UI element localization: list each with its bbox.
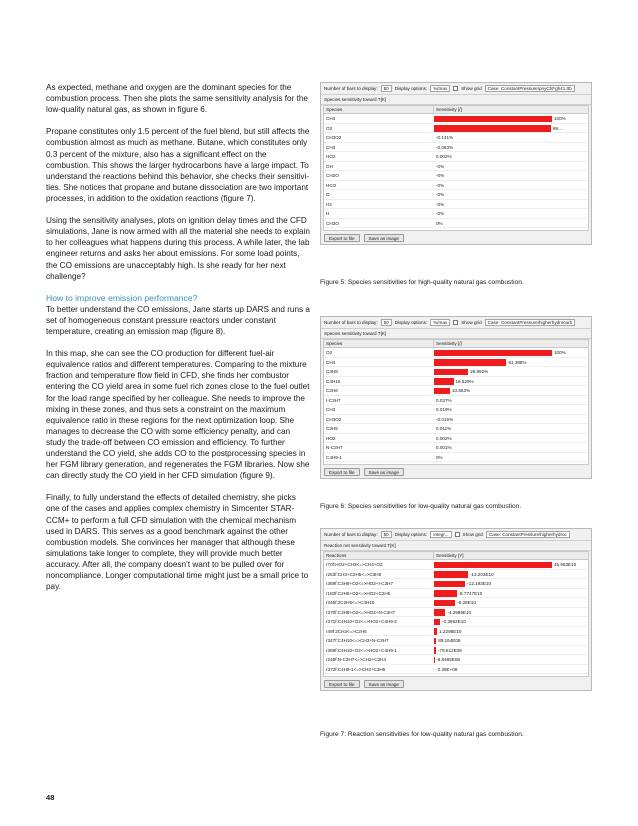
bar-cell [434, 405, 588, 414]
table-row[interactable] [324, 570, 588, 580]
sensitivity-value: 0.019% [436, 407, 452, 412]
save-image-button[interactable]: Save as image [364, 234, 404, 242]
sensitivity-bar [434, 369, 468, 376]
row-label: N-C3H7 [326, 445, 343, 450]
table-row[interactable] [324, 133, 588, 143]
figure-5-caption: Figure 5: Species sensitivities for high-quality natural gas combustion. [320, 279, 524, 286]
figure-toolbar [321, 317, 591, 329]
row-label: O [326, 192, 330, 197]
sensitivity-value: -0% [436, 192, 445, 197]
show-grid-label: Show grid [461, 85, 482, 91]
display-label: Display options: [394, 531, 428, 537]
sensitivity-value: 0% [436, 454, 443, 460]
row-label: HCO [326, 182, 337, 188]
figure-subtitle: Species sensitivity toward T[K] [321, 329, 591, 339]
table-header [324, 106, 588, 114]
table-row[interactable] [324, 200, 588, 210]
bar-cell [434, 143, 588, 152]
row-label: r253f:CH3+C2H5<=>C3H8 [326, 571, 382, 577]
bar-cell [434, 608, 588, 617]
bar-cell [434, 589, 588, 598]
case-select[interactable]: Case: ConstantPressure\higherhydrocarb [485, 319, 576, 326]
bar-cell [434, 434, 588, 443]
row-label: HO2 [326, 435, 336, 441]
bars-label: Number of bars to display: [324, 319, 378, 325]
display-label: Display options: [394, 319, 428, 325]
sensitivity-value: -0% [436, 182, 445, 188]
bar-cell [434, 560, 588, 569]
sensitivity-value: -8.28E10 [457, 600, 476, 605]
table-row[interactable] [324, 589, 588, 599]
sensitivity-bar [434, 638, 436, 645]
bar-cell [434, 348, 588, 357]
paragraph-1: As expected, methane and oxygen are the dominant species for the combustion process. Then she plots the same sensitivity analysis for the low-quality natural gas, as shown in figure 6. [46, 83, 308, 115]
table-row[interactable] [324, 424, 588, 434]
sensitivity-value: -0% [436, 173, 445, 178]
sensitivity-value: 1.2298E10 [439, 628, 462, 634]
table-row[interactable] [324, 143, 588, 153]
row-label: CH4 [326, 359, 336, 365]
bar-cell [434, 358, 588, 367]
bar-cell [434, 181, 588, 190]
sensitivity-bar [434, 350, 552, 357]
sensitivity-bar [434, 571, 468, 578]
bar-cell [434, 171, 588, 180]
sensitivity-value: -0.083% [436, 144, 454, 150]
sensitivity-bar [434, 581, 465, 588]
sensitivity-value: -0% [436, 201, 445, 207]
col-sensitivity-header: Sensitivity [/] [436, 341, 462, 346]
bar-cell [434, 598, 588, 607]
sensitivity-bar [434, 600, 455, 607]
row-label: H [326, 211, 330, 216]
bar-cell [434, 209, 588, 218]
bar-cell [434, 617, 588, 626]
table-row[interactable] [324, 367, 588, 377]
table-row[interactable] [324, 453, 588, 463]
table-row[interactable] [324, 627, 588, 637]
table-row[interactable] [324, 209, 588, 219]
figure-7-caption: Figure 7: Reaction sensitivities for low-quality natural gas combustion. [320, 731, 524, 738]
table-row[interactable] [324, 579, 588, 589]
table-row[interactable] [324, 646, 588, 656]
bars-label: Number of bars to display: [324, 531, 378, 537]
table-row[interactable] [324, 405, 588, 415]
table-row[interactable] [324, 443, 588, 453]
row-label: r369f:C3H8+O2<=>HO2+I-C3H7 [326, 581, 394, 586]
figure-subtitle: Species sensitivity toward T[K] [321, 95, 591, 105]
case-select[interactable]: Case: ConstantPressure\priyChFgh41.0b [485, 85, 575, 92]
sensitivity-value: 99.... [552, 125, 564, 131]
paragraph-4: To better understand the CO emissions, Jane starts up DARS and runs a set of homogeneous constant pressure reactors under constant temperature, creating an emission map (figure 8). [46, 304, 310, 336]
row-label: OH [326, 163, 333, 169]
sensitivity-value: 0.001% [436, 445, 452, 450]
bar-cell [434, 424, 588, 433]
bar-cell [434, 200, 588, 209]
bar-cell [434, 124, 588, 133]
sensitivity-bar [434, 647, 436, 654]
row-label: r70f:HO2+CH3<=>CH4+O2 [326, 562, 383, 567]
table-row[interactable] [324, 636, 588, 646]
bar-cell [434, 627, 588, 636]
sensitivity-table [323, 551, 589, 677]
row-label: O2 [326, 125, 333, 131]
bar-cell [434, 415, 588, 424]
table-row[interactable] [324, 655, 588, 665]
figure-subtitle: Reaction net sensitivity toward T[K] [321, 541, 591, 551]
bars-input[interactable]: 50 [381, 531, 392, 538]
sensitivity-bar [434, 378, 454, 385]
paragraph-2: Propane constitutes only 1.5 percent of the fuel blend, but still affects the combustion almost as much as methane. Butane, which constitutes only 0.3 percent of the mixture, also has a significant effect on the combustion. This shows the larger hydrocarbons have a large impact. To understand the reactions behind this behavior, she checks their sensitivities. She notices that propane and butane dissociation are two important processes, in addition to the oxidation reactions (figure 7). [46, 127, 310, 203]
col-sensitivity-header: Sensitivity [/] [436, 107, 462, 112]
sensitivity-value: -13.203E10 [469, 571, 494, 577]
table-row[interactable] [324, 219, 588, 229]
bar-cell [434, 377, 588, 386]
row-label: C4H9-1 [326, 454, 342, 460]
row-label: r371f:C4H10+O2<=>HO2+C4H9-2 [326, 619, 397, 624]
paragraph-5: In this map, she can see the CO production for different fuel-air equivalence ratios and different temperatures. Comparing to the mixture fraction and temperature flow field in CFD, she finds her combustor entering the CO yield area in some fuel rich zones close to the fuel outlet for the load range specified by her colleague. She needs to improve the mixing in these zones, and thus sets a constraint on the maximum equivalence ratio in these regions for the next optimization loop. She manages to decrease the CO with some efficiency penalty, and can study the trade-off between CO emission and efficiency. To further understand the CO yield, she adds CO to the postprocessing species in her FGM library generation, and regenerates the FGM libraries. Now she can directly study the CO yield in her CFD simulation (figure 9). [46, 349, 310, 481]
row-label: CH3O [326, 220, 339, 226]
table-row[interactable] [324, 377, 588, 387]
bars-input[interactable]: 50 [381, 319, 392, 326]
bar-cell [434, 162, 588, 171]
body-text-column [46, 82, 310, 603]
figure-6-panel [320, 316, 592, 479]
figure-footer [321, 231, 591, 244]
display-select[interactable]: %/max [430, 319, 450, 326]
table-row[interactable] [324, 171, 588, 181]
sensitivity-value: 0.011% [436, 426, 452, 431]
display-select[interactable]: Integr... [430, 531, 451, 538]
table-header [324, 340, 588, 348]
case-select[interactable]: Case: ConstantPressure\higherhydroc [486, 531, 570, 538]
sensitivity-value: -0% [436, 211, 445, 216]
figure-5-panel [320, 82, 592, 245]
row-label: O2 [326, 350, 333, 355]
sensitivity-bar [434, 116, 552, 123]
table-row[interactable] [324, 608, 588, 618]
sensitivity-value: -0.015% [436, 416, 454, 422]
figure-footer [321, 677, 591, 690]
col-species-header: Species [324, 340, 434, 347]
col-sensitivity-header: Sensitivity [Y] [436, 553, 464, 558]
table-row[interactable] [324, 190, 588, 200]
col-reactions-header: Reactions [324, 552, 434, 559]
row-label: C2H5 [326, 426, 338, 431]
sensitivity-bar [434, 388, 450, 395]
display-select[interactable]: %/max [430, 85, 450, 92]
sensitivity-table [323, 339, 589, 465]
paragraph-3: Using the sensitivity analyses, plots on ignition delay times and the CFD simulations, Jane is now armed with all the material she needs to explain to her colleagues what happens during this process. A while later, the lab engineer returns and asks her about emissions. For some load points, the CO emissions are unacceptably high. Is she ready for her next challenge? [46, 216, 310, 281]
row-label: CH2O [326, 173, 339, 178]
sensitivity-value: 61.398% [508, 359, 527, 365]
bar-cell [434, 396, 588, 405]
sensitivity-value: -2.3862E10 [442, 619, 466, 624]
table-row[interactable] [324, 617, 588, 627]
row-label: r248f:N-C3H7<=>CH3+C2H4 [326, 657, 387, 662]
row-label: C3H8 [326, 369, 338, 374]
export-button[interactable]: Export to file [324, 468, 360, 476]
bar-cell [434, 579, 588, 588]
table-row[interactable] [324, 415, 588, 425]
table-row[interactable] [324, 114, 588, 124]
sensitivity-bar [434, 359, 506, 366]
table-row[interactable] [324, 358, 588, 368]
figure-toolbar [321, 529, 591, 541]
bar-cell [434, 443, 588, 452]
sensitivity-value: -6.8485E08 [436, 657, 460, 662]
save-image-button[interactable]: Save as image [364, 468, 404, 476]
show-grid-checkbox[interactable] [453, 86, 458, 91]
export-button[interactable]: Export to file [324, 680, 360, 688]
save-image-button[interactable]: Save as image [364, 680, 404, 688]
table-row[interactable] [324, 348, 588, 358]
row-label: r183f:C2H6+O2<=>HO2+C2H5 [326, 590, 391, 596]
sensitivity-bar [434, 562, 552, 569]
bar-cell [434, 655, 588, 664]
sensitivity-value: -0% [436, 163, 445, 169]
bar-cell [434, 386, 588, 395]
table-row[interactable] [324, 181, 588, 191]
bar-cell [434, 152, 588, 161]
row-label: H2 [326, 201, 332, 207]
page-number: 48 [46, 793, 55, 802]
row-label: HO2 [326, 154, 336, 159]
bar-cell [434, 114, 588, 123]
row-label: C4H10 [326, 378, 341, 384]
show-grid-checkbox[interactable] [455, 532, 460, 537]
figure-6-caption: Figure 6: Species sensitivities for low-quality natural gas combustion. [320, 503, 522, 510]
section-heading: How to improve emission performance? [46, 292, 198, 303]
sensitivity-bar [434, 590, 457, 597]
bars-input[interactable]: 50 [381, 85, 392, 92]
sensitivity-value: 13.553% [451, 388, 471, 393]
paragraph-6: Finally, to fully understand the effects of detailed chemistry, she picks one of the cases and applies complex chemistry in Simcenter STAR-CCM+ to perform a full CFD simulation with the chemical mechanism used in DARS. This serves as a good benchmark against the other combustion models. She convinces her manager that although these simulations take longer to complete, they will provide much better accuracy. After all, the company doesn’t want to be pulled over for noncompliance. Longer computational time might just be a small price to pay. [46, 493, 309, 592]
sensitivity-value: 28.892% [470, 369, 489, 374]
bar-cell [434, 646, 588, 655]
sensitivity-value: -0.141% [436, 135, 454, 140]
sensitivity-value: -8.7747E10 [458, 590, 483, 596]
sensitivity-value: 45.963E10 [554, 562, 577, 567]
sensitivity-value: -4.3989E10 [447, 609, 472, 615]
row-label: CH4 [326, 116, 336, 121]
row-label: CH3 [326, 144, 336, 150]
table-row[interactable] [324, 560, 588, 570]
col-species-header: Species [324, 106, 434, 113]
sensitivity-bar [434, 619, 440, 626]
show-grid-checkbox[interactable] [453, 320, 458, 325]
sensitivity-value: -2.38E+08 [436, 666, 458, 672]
bar-cell [434, 133, 588, 142]
sensitivity-value: 0.002% [436, 435, 452, 441]
table-row[interactable] [324, 152, 588, 162]
sensitivity-value: 0.037% [436, 397, 452, 403]
row-label: r372f:C4H9-1<=>CH3+C3H6 [326, 666, 386, 672]
bar-cell [434, 190, 588, 199]
bar-cell [434, 570, 588, 579]
table-header [324, 552, 588, 560]
row-label: r346f:2C2H5<=>C4H10 [326, 600, 375, 605]
sensitivity-table [323, 105, 589, 231]
sensitivity-value: 16.529% [455, 378, 474, 384]
sensitivity-value: -79.612E08 [438, 647, 462, 653]
bar-cell [434, 665, 588, 674]
sensitivity-value: -12.193E10 [467, 581, 492, 586]
table-row[interactable] [324, 124, 588, 134]
sensitivity-value: 100% [554, 350, 566, 355]
figure-footer [321, 465, 591, 478]
row-label: r347f:C4H10<=>CH3+N-C3H7 [326, 638, 389, 643]
sensitivity-bar [434, 609, 445, 616]
row-label: CH3 [326, 407, 336, 412]
bars-label: Number of bars to display: [324, 85, 378, 91]
show-grid-label: Show grid [462, 531, 483, 537]
sensitivity-value: 100% [554, 116, 566, 121]
table-row[interactable] [324, 434, 588, 444]
figure-toolbar [321, 83, 591, 95]
bar-cell [434, 367, 588, 376]
sensitivity-value: 0% [436, 220, 443, 226]
row-label: r49f:2CH3<=>C2H6 [326, 628, 367, 634]
table-row[interactable] [324, 162, 588, 172]
sensitivity-value: 89.164E08 [438, 638, 461, 643]
row-label: C2H6 [326, 388, 338, 393]
export-button[interactable]: Export to file [324, 234, 360, 242]
figure-7-panel [320, 528, 592, 691]
sensitivity-bar [434, 125, 551, 132]
sensitivity-value: 0.002% [436, 154, 452, 159]
row-label: CH3O2 [326, 416, 342, 422]
display-label: Display options: [394, 85, 428, 91]
bar-cell [434, 453, 588, 462]
row-label: r370f:C3H8+O2<=>HO2+N-C3H7 [326, 609, 396, 615]
table-row[interactable] [324, 396, 588, 406]
row-label: CH3O2 [326, 135, 342, 140]
row-label: r369f:C4H10+O2<=>HO2+C4H9-1 [326, 647, 397, 653]
sensitivity-bar [434, 628, 437, 635]
bar-cell [434, 636, 588, 645]
table-row[interactable] [324, 386, 588, 396]
bar-cell [434, 219, 588, 228]
row-label: I-C3H7 [326, 397, 341, 403]
show-grid-label: Show grid [461, 319, 482, 325]
table-row[interactable] [324, 665, 588, 675]
table-row[interactable] [324, 598, 588, 608]
